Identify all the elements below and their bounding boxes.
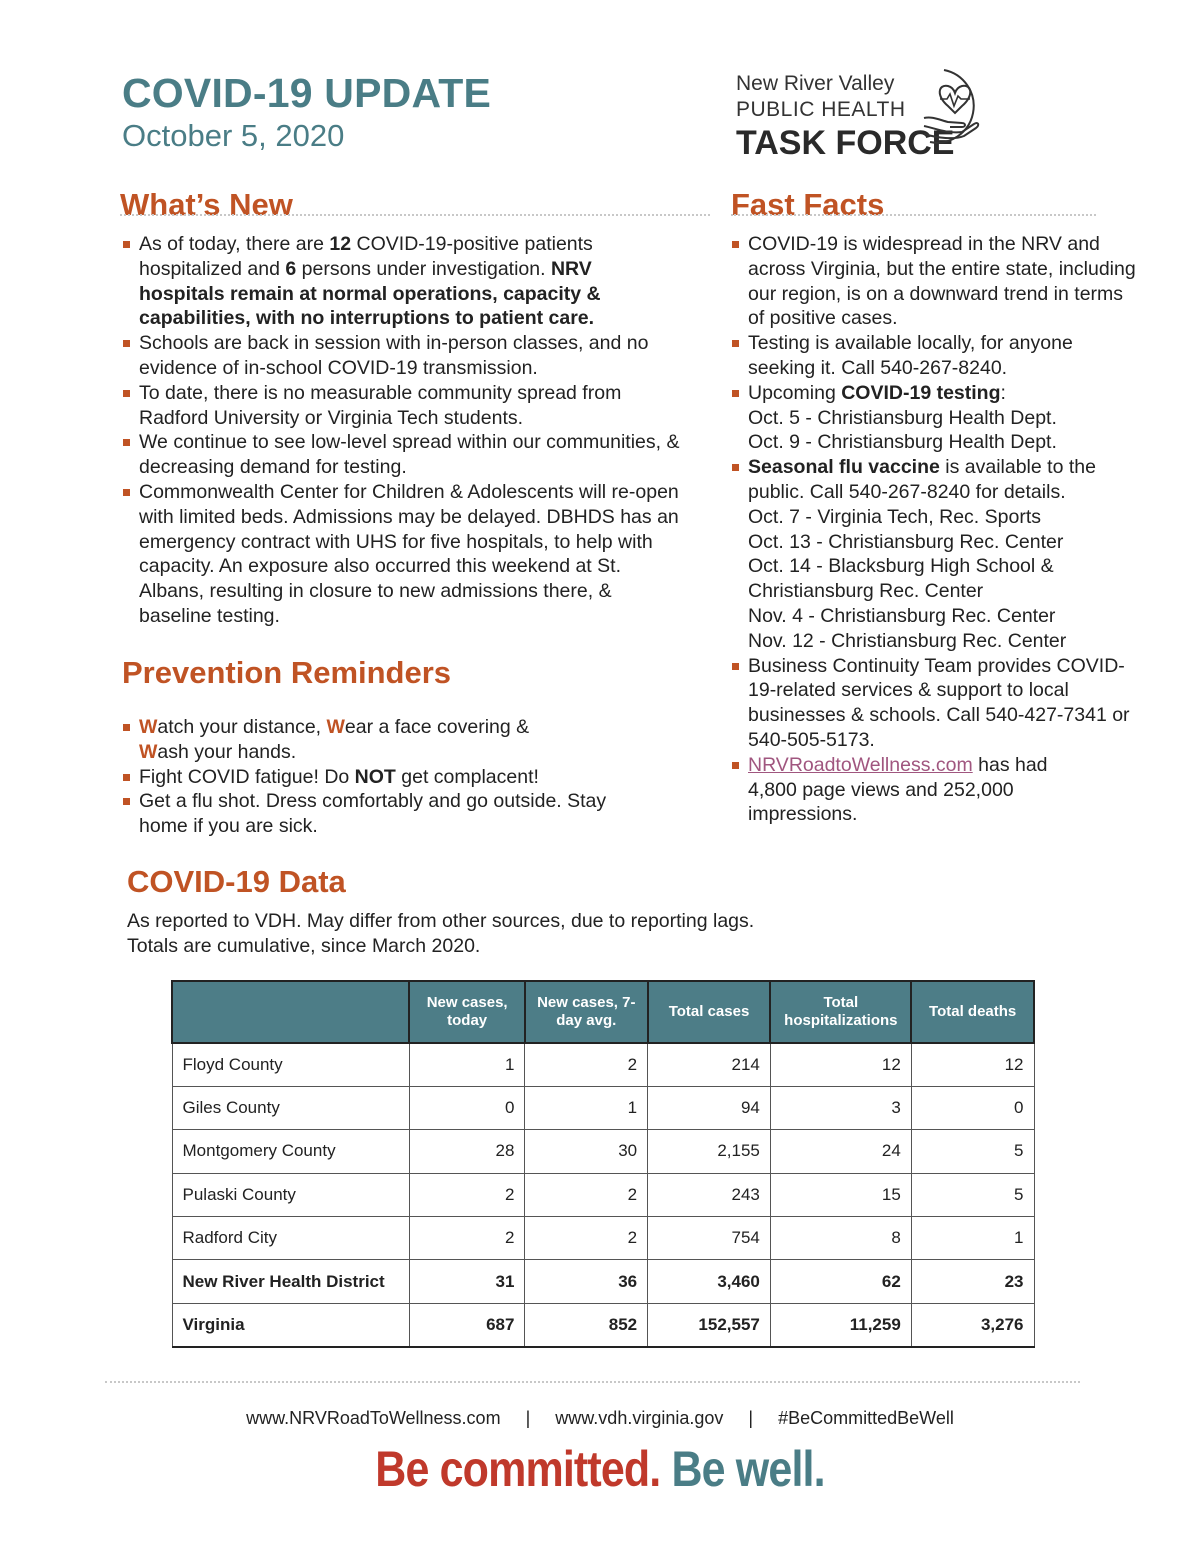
table-cell: 12 xyxy=(911,1043,1034,1086)
logo-line-3: TASK FORCE xyxy=(736,124,955,162)
table-header-row xyxy=(172,981,1034,1043)
footer-link-vdh[interactable]: www.vdh.virginia.gov xyxy=(555,1408,724,1428)
table-cell: 2 xyxy=(525,1217,648,1260)
table-cell: 31 xyxy=(409,1260,525,1303)
data-note-line-2: Totals are cumulative, since March 2020. xyxy=(127,935,481,957)
table-cell: 3,460 xyxy=(648,1260,771,1303)
table-cell: 30 xyxy=(525,1130,648,1173)
table-cell: 687 xyxy=(409,1303,525,1346)
column-header: Total cases xyxy=(648,981,771,1043)
nrv-wellness-link[interactable]: NRVRoadtoWellness.com xyxy=(748,753,973,776)
tagline-part-1: Be committed. xyxy=(375,1441,661,1497)
list-item: Commonwealth Center for Children & Adolescents will re-open with limited beds. Admissions may be delayed. DBHDS has an emergency contract with UHS for five hospitals, to help with capacity. An exposure also occurred this weekend at St. Albans, resulting in closure to new admissions there, & baseline testing. xyxy=(122,480,682,629)
table-cell: 8 xyxy=(770,1217,911,1260)
row-label: Giles County xyxy=(172,1086,409,1129)
logo-line-1: New River Valley xyxy=(736,72,895,95)
list-item: COVID-19 is widespread in the NRV and across Virginia, but the entire state, including our region, is on a downward trend in terms of positive cases. xyxy=(731,232,1141,331)
flu-vaccine-date: Oct. 14 - Blacksburg High School & Christiansburg Rec. Center xyxy=(748,555,1054,603)
footer-separator: | xyxy=(525,1408,531,1428)
table-cell: 28 xyxy=(409,1130,525,1173)
list-item: Business Continuity Team provides COVID-19-related services & support to local businesses & schools. Call 540-427-7341 or 540-505-5173. xyxy=(731,654,1141,753)
table-row xyxy=(172,1130,1034,1173)
footer-hashtag: #BeCommittedBeWell xyxy=(778,1408,954,1428)
table-cell: 152,557 xyxy=(648,1303,771,1346)
list-item: Fight COVID fatigue! Do NOT get complacent! xyxy=(122,765,622,790)
table-cell: 62 xyxy=(770,1260,911,1303)
table-cell: 2 xyxy=(525,1043,648,1086)
flu-vaccine-date: Oct. 7 - Virginia Tech, Rec. Sports xyxy=(748,505,1041,528)
table-cell: 3 xyxy=(770,1086,911,1129)
table-row xyxy=(172,1217,1034,1260)
table-row xyxy=(172,1173,1034,1216)
footer-separator: | xyxy=(748,1408,754,1428)
list-item: Watch your distance, Wear a face covering & Wash your hands. xyxy=(122,715,622,765)
table-cell: 3,276 xyxy=(911,1303,1034,1346)
flu-vaccine-date: Nov. 12 - Christiansburg Rec. Center xyxy=(748,629,1067,652)
column-header: Total hospitalizations xyxy=(770,981,911,1043)
task-force-logo xyxy=(736,72,996,162)
list-item: Testing is available locally, for anyone seeking it. Call 540-267-8240. xyxy=(731,331,1141,381)
fast-facts-divider xyxy=(731,214,1096,216)
data-note-line-1: As reported to VDH. May differ from other sources, due to reporting lags. xyxy=(127,910,755,932)
whats-new-heading: What’s New xyxy=(120,187,293,222)
column-header: Total deaths xyxy=(911,981,1034,1043)
table-cell: 1 xyxy=(911,1217,1034,1260)
table-cell: 754 xyxy=(648,1217,771,1260)
footer-link-wellness[interactable]: www.NRVRoadToWellness.com xyxy=(246,1408,501,1428)
logo-line-2: PUBLIC HEALTH xyxy=(736,98,906,121)
table-cell: 12 xyxy=(770,1043,911,1086)
whats-new-divider xyxy=(120,214,710,216)
list-item: We continue to see low-level spread within our communities, & decreasing demand for testing. xyxy=(122,430,682,480)
table-cell: 5 xyxy=(911,1130,1034,1173)
page-date: October 5, 2020 xyxy=(122,118,345,153)
heart-hand-icon xyxy=(914,66,994,156)
footer-links xyxy=(0,1408,1200,1429)
row-label: Floyd County xyxy=(172,1043,409,1086)
fast-facts-heading: Fast Facts xyxy=(731,187,885,222)
table-cell: 852 xyxy=(525,1303,648,1346)
table-cell: 24 xyxy=(770,1130,911,1173)
table-cell: 1 xyxy=(525,1086,648,1129)
table-cell: 5 xyxy=(911,1173,1034,1216)
table-row xyxy=(172,1043,1034,1086)
table-cell: 36 xyxy=(525,1260,648,1303)
column-header: New cases, today xyxy=(409,981,525,1043)
table-cell: 11,259 xyxy=(770,1303,911,1346)
data-note xyxy=(127,909,754,959)
flu-vaccine-date: Nov. 4 - Christiansburg Rec. Center xyxy=(748,604,1056,627)
row-label: Pulaski County xyxy=(172,1173,409,1216)
table-cell: 23 xyxy=(911,1260,1034,1303)
tagline-part-2: Be well. xyxy=(671,1441,825,1497)
tagline xyxy=(84,1440,1116,1498)
column-header xyxy=(172,981,409,1043)
table-row xyxy=(172,1303,1034,1346)
testing-date: Oct. 5 - Christiansburg Health Dept. xyxy=(748,406,1057,429)
table-cell: 0 xyxy=(911,1086,1034,1129)
prevention-list xyxy=(122,715,622,839)
table-cell: 1 xyxy=(409,1043,525,1086)
table-cell: 2,155 xyxy=(648,1130,771,1173)
list-item: Upcoming COVID-19 testing: Oct. 5 - Christiansburg Health Dept. Oct. 9 - Christiansburg Health Dept. xyxy=(731,381,1141,455)
table-cell: 2 xyxy=(409,1217,525,1260)
covid-data-heading: COVID-19 Data xyxy=(127,864,346,899)
table-cell: 214 xyxy=(648,1043,771,1086)
footer-divider xyxy=(105,1381,1080,1383)
table-row xyxy=(172,1260,1034,1303)
list-item: To date, there is no measurable community spread from Radford University or Virginia Tech students. xyxy=(122,381,682,431)
list-item: Schools are back in session with in-person classes, and no evidence of in-school COVID-19 transmission. xyxy=(122,331,682,381)
table-cell: 243 xyxy=(648,1173,771,1216)
table-cell: 15 xyxy=(770,1173,911,1216)
fast-facts-list xyxy=(731,232,1141,827)
table-cell: 94 xyxy=(648,1086,771,1129)
flu-vaccine-date: Oct. 13 - Christiansburg Rec. Center xyxy=(748,530,1064,553)
list-item: As of today, there are 12 COVID-19-positive patients hospitalized and 6 persons under investigation. NRV hospitals remain at normal operations, capacity & capabilities, with no interruptions to patient care. xyxy=(122,232,682,331)
list-item: NRVRoadtoWellness.com has had 4,800 page views and 252,000 impressions. xyxy=(731,753,1101,827)
covid-data-table xyxy=(171,980,1035,1348)
whats-new-list xyxy=(122,232,682,629)
table-cell: 2 xyxy=(409,1173,525,1216)
list-item: Get a flu shot. Dress comfortably and go outside. Stay home if you are sick. xyxy=(122,789,612,839)
prevention-heading: Prevention Reminders xyxy=(122,655,452,690)
list-item: Seasonal flu vaccine is available to the public. Call 540-267-8240 for details. Oct. 7 - Virginia Tech, Rec. Sports Oct. 13 - Christiansburg Rec. Center Oct. 14 - Blacksburg High School & Christiansburg Rec. Center Nov. 4 - Christiansburg Rec. Center Nov. 12 - Christiansburg Rec. Center xyxy=(731,455,1141,653)
table-row xyxy=(172,1086,1034,1129)
page-title: COVID-19 UPDATE xyxy=(122,70,492,116)
testing-date: Oct. 9 - Christiansburg Health Dept. xyxy=(748,431,1057,454)
table-cell: 0 xyxy=(409,1086,525,1129)
row-label: Radford City xyxy=(172,1217,409,1260)
column-header: New cases, 7-day avg. xyxy=(525,981,648,1043)
row-label: Montgomery County xyxy=(172,1130,409,1173)
row-label: Virginia xyxy=(172,1303,409,1346)
row-label: New River Health District xyxy=(172,1260,409,1303)
table-cell: 2 xyxy=(525,1173,648,1216)
